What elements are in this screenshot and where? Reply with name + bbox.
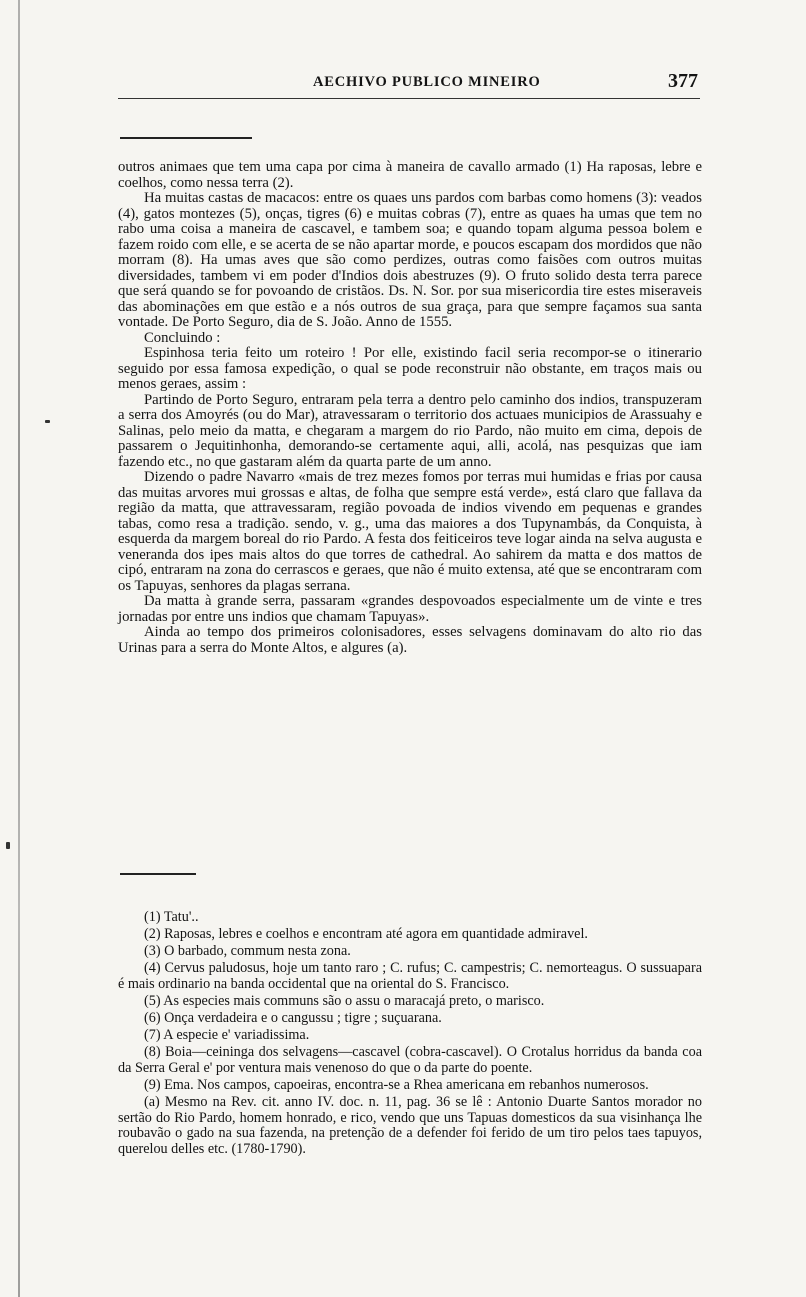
footnote: (2) Raposas, lebres e coelhos e encontram até agora em quantidade admiravel. xyxy=(144,926,588,943)
footnote: (6) Onça verdadeira e o cangussu ; tigre ; suçuarana. xyxy=(144,1010,442,1027)
paragraph: Partindo de Porto Seguro, entraram pela terra a dentro pelo caminho dos indios, transpuzeram a serra dos Amoyrés (ou do Mar), atravessaram o territorio dos actuaes municipios de Arassuahy e Salinas, pelo meio da matta, e chegaram a margem do rio Pardo, não muito em cima, depois de passarem o Jequitinhonha, demorando-se certamente aqui, alli, acolá, nas pesquizas que iam fazendo etc., no que gastaram além da quarta parte de um anno. xyxy=(118,391,702,470)
footnote: (a) Mesmo na Rev. cit. anno IV. doc. n. 11, pag. 36 se lê : Antonio Duarte Santos morador no sertão do Rio Pardo, homem honrado, e rico, vendo que uns Tapuas domesticos da sua visinhança lhe roubavão o gado na sua fazenda, na pretenção de a defender foi ferido de um tiro pelos taes tapuyos, querelou delles etc. (1780-1790). xyxy=(118,1094,702,1157)
page-binding-edge xyxy=(18,0,20,1297)
paragraph: Da matta à grande serra, passaram «grandes despovoados especialmente um de vinte e tres jornadas por entre uns indios que chamam Tapuyas». xyxy=(118,593,702,625)
paragraph: outros animaes que tem uma capa por cima à maneira de cavallo armado (1) Ha raposas, lebre e coelhos, como nessa terra (2). xyxy=(118,159,702,191)
footnote: (7) A especie e' variadissima. xyxy=(144,1027,310,1044)
footnote: (9) Ema. Nos campos, capoeiras, encontra-se a Rhea americana em rebanhos numerosos. xyxy=(144,1076,649,1093)
page-number: 377 xyxy=(668,70,698,92)
paragraph: Dizendo o padre Navarro «mais de trez mezes fomos por terras mui humidas e frias por causa das muitas arvores mui grossas e altas, de folha que sempre está verde», está claro que fallava da região da matta, que attravessaram, região povoada de indios vivendo em pequenas e grandes tabas, como resa a tradição. sendo, v. g., uma das maiores a dos Tupynambás, da Conquista, à esquerda da margem boreal do rio Pardo. A festa dos feiticeiros teve logar ainda na selva augusta e veneranda dos ipes mais altos do que torres de cathedral. Ao sahirem da matta e dos mattos de cipó, entraram na zona do cerrascos e geraes, que não é muito extensa, até que se encontraram com os Tapuyas, senhores da plagas serrana. xyxy=(118,469,702,594)
footnote: (3) O barbado, commum nesta zona. xyxy=(144,943,351,960)
footnote: (5) As especies mais communs são o assu o maracajá preto, o marisco. xyxy=(144,992,545,1009)
footnote: (1) Tatu'.. xyxy=(144,909,199,925)
paragraph: Concluindo : xyxy=(144,329,221,346)
section-rule xyxy=(120,137,252,139)
running-head: AECHIVO PUBLICO MINEIRO xyxy=(313,74,541,90)
footnote: (4) Cervus paludosus, hoje um tanto raro ; C. rufus; C. campestris; C. nemorteagus. O sussuapara é mais ordinario na banda occidental que na oriental do S. Francisco. xyxy=(118,960,702,992)
footnote: (8) Boia—ceininga dos selvagens—cascavel (cobra-cascavel). O Crotalus horridus da banda coa da Serra Geral e' por ventura mais venenoso do que o da parte do poente. xyxy=(118,1044,702,1076)
paragraph: Espinhosa teria feito um roteiro ! Por elle, existindo facil seria recompor-se o itinerario seguido por essa famosa expedição, o qual se pode reconstruir não obstante, em traços mais ou menos geraes, assim : xyxy=(118,345,702,392)
page-header xyxy=(118,70,700,99)
footnote-rule xyxy=(120,873,196,875)
footnotes xyxy=(118,910,702,1159)
margin-speck xyxy=(45,420,50,423)
body-text xyxy=(118,160,702,656)
paragraph: Ainda ao tempo dos primeiros colonisadores, esses selvagens dominavam do alto rio das Urinas para a serra do Monte Altos, e algures (a). xyxy=(118,624,702,656)
paragraph: Ha muitas castas de macacos: entre os quaes uns pardos com barbas como homens (3): veados (4), gatos montezes (5), onças, tigres (6) e muitas cobras (7), entre as quaes ha umas que tem no rabo uma coisa a maneira de cascavel, e tambem soa; e quando topam alguma pessoa bolem e fazem roido com elle, e se acerta de se não apartar morde, e poucos escapam dos mordidos que não morram (8). Ha umas aves que são como perdizes, outras como faisões com outros muitas diversidades, tambem vi em poder d'Indios dois abestruzes (9). O fruto solido desta terra parece que será quando se for povoando de cristãos. Ds. N. Sor. por sua misericordia tire estes miseraveis das abominações em que estão e a nós outros de sua graça, para que sempre façamos sua santa vontade. De Porto Seguro, dia de S. João. Anno de 1555. xyxy=(118,190,702,330)
margin-speck xyxy=(6,842,10,849)
